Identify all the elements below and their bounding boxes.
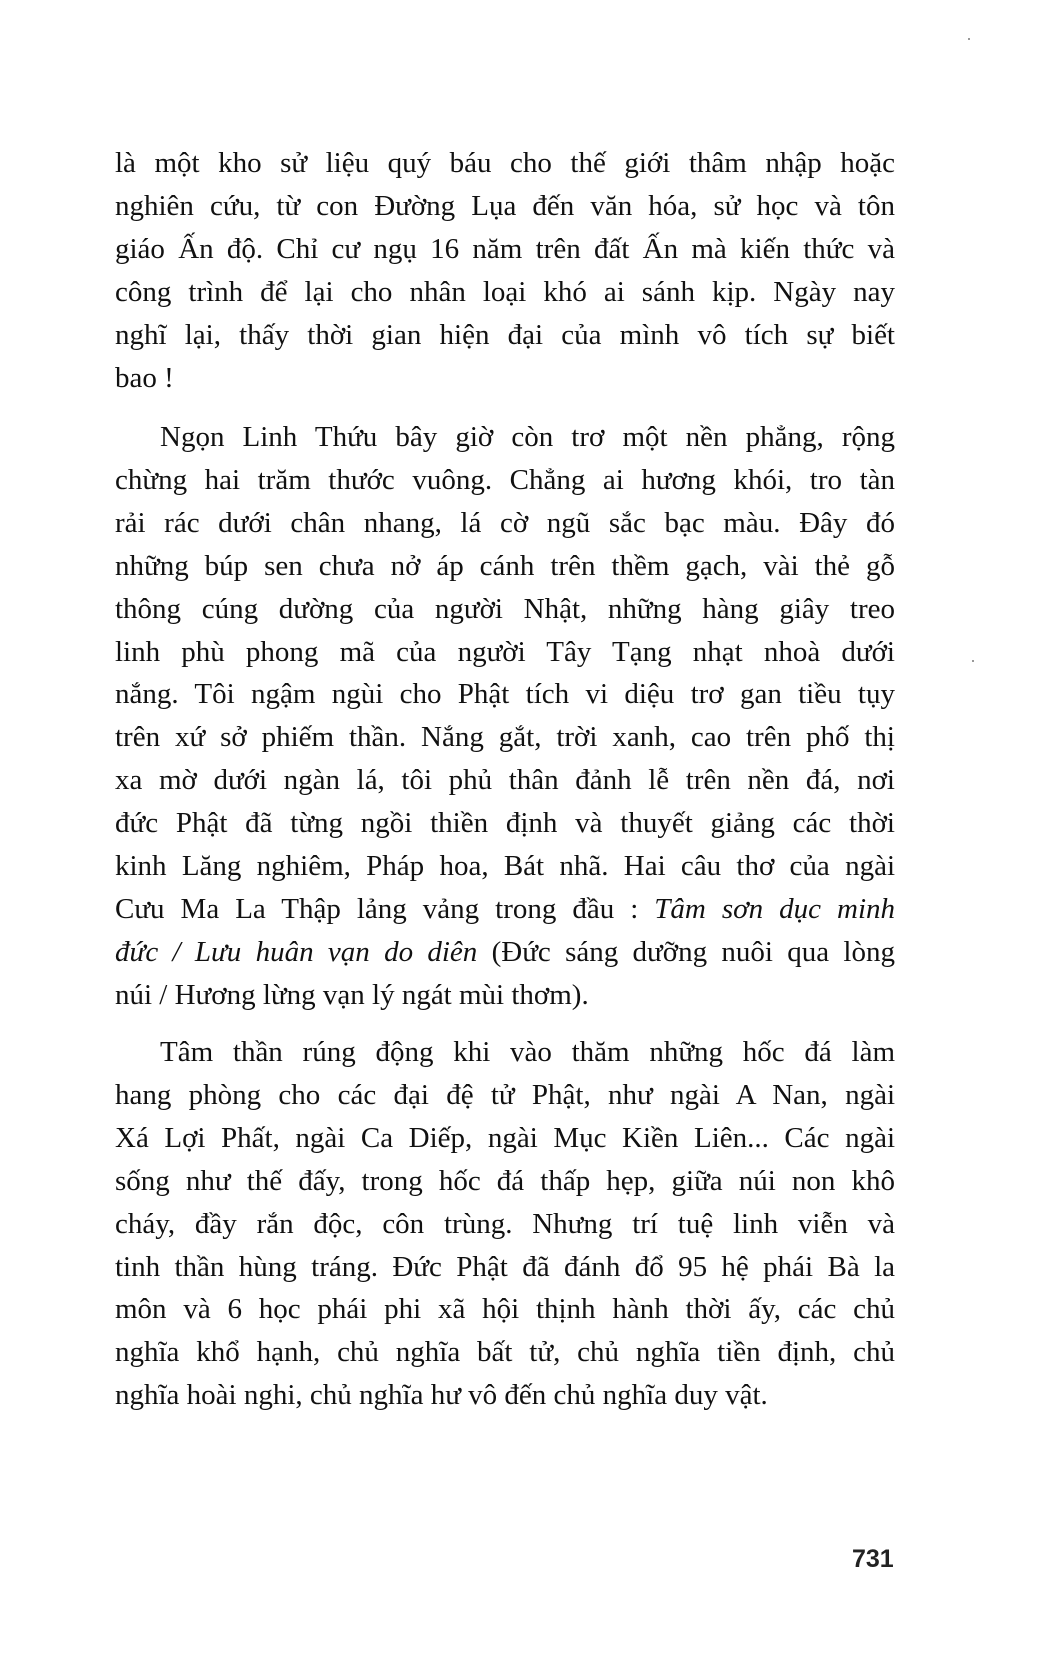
text-line bbox=[115, 145, 895, 181]
text-segment: sống như thế đấy, trong hốc đá thấp hẹp, giữa núi non khô bbox=[115, 1164, 895, 1197]
text-line bbox=[115, 719, 895, 755]
text-segment: môn và 6 học phái phi xã hội thịnh hành thời ấy, các chủ bbox=[115, 1293, 895, 1326]
scan-speck bbox=[968, 38, 970, 40]
text-line bbox=[115, 805, 895, 841]
text-segment: trên xứ sở phiếm thần. Nắng gắt, trời xanh, cao trên phố thị bbox=[115, 721, 895, 754]
text-line bbox=[115, 676, 895, 712]
text-line bbox=[115, 1334, 895, 1370]
text-line bbox=[115, 274, 895, 310]
text-line bbox=[115, 505, 895, 541]
text-line bbox=[115, 360, 895, 396]
text-line bbox=[115, 848, 895, 884]
text-line bbox=[115, 762, 895, 798]
text-segment: cháy, đầy rắn độc, côn trùng. Nhưng trí tuệ linh viễn và bbox=[115, 1207, 895, 1240]
text-segment: nắng. Tôi ngậm ngùi cho Phật tích vi diệu trơ gan tiều tụy bbox=[115, 678, 895, 711]
text-segment: nghiên cứu, từ con Đường Lụa đến văn hóa, sử học và tôn bbox=[115, 189, 895, 222]
text-segment: hang phòng cho các đại đệ tử Phật, như ngài A Nan, ngài bbox=[115, 1078, 895, 1111]
text-segment: nghĩa khổ hạnh, chủ nghĩa bất tử, chủ nghĩa tiền định, chủ bbox=[115, 1336, 895, 1369]
text-segment: tinh thần hùng tráng. Đức Phật đã đánh đổ 95 hệ phái Bà la bbox=[115, 1250, 895, 1283]
text-segment: kinh Lăng nghiêm, Pháp hoa, Bát nhã. Hai câu thơ của ngài bbox=[115, 850, 895, 882]
text-line bbox=[115, 1206, 895, 1242]
text-segment: công trình để lại cho nhân loại khó ai sánh kịp. Ngày nay bbox=[115, 275, 895, 308]
italic-verse: đức / Lưu huân vạn do diên bbox=[115, 935, 478, 968]
text-segment: thông cúng dường của người Nhật, những hàng giây treo bbox=[115, 592, 895, 625]
text-segment: nghĩa hoài nghi, chủ nghĩa hư vô đến chủ nghĩa duy vật. bbox=[115, 1379, 768, 1412]
text-line bbox=[160, 1034, 895, 1070]
text-segment: núi / Hương lừng vạn lý ngát mùi thơm). bbox=[115, 978, 589, 1011]
text-line bbox=[115, 891, 895, 927]
text-segment: giáo Ấn độ. Chỉ cư ngụ 16 năm trên đất Ấn mà kiến thức và bbox=[115, 232, 895, 265]
page-number: 731 bbox=[852, 1545, 894, 1573]
text-line bbox=[160, 419, 895, 455]
text-segment: linh phù phong mã của người Tây Tạng nhạt nhoà dưới bbox=[115, 635, 895, 668]
text-line bbox=[115, 317, 895, 353]
text-line bbox=[115, 188, 895, 224]
text-segment: chừng hai trăm thước vuông. Chẳng ai hương khói, tro tàn bbox=[115, 463, 895, 496]
text-line bbox=[115, 1077, 895, 1113]
text-line bbox=[115, 1291, 895, 1327]
text-segment: bao ! bbox=[115, 361, 174, 394]
text-segment: rải rác dưới chân nhang, lá cờ ngũ sắc bạc màu. Đây đó bbox=[115, 506, 895, 539]
italic-verse: Tâm sơn dục minh bbox=[654, 892, 895, 925]
text-line bbox=[115, 231, 895, 267]
text-line bbox=[115, 1163, 895, 1199]
text-line bbox=[115, 934, 895, 970]
scan-speck bbox=[972, 660, 974, 662]
text-segment: Ngọn Linh Thứu bây giờ còn trơ một nền phẳng, rộng bbox=[160, 421, 895, 453]
text-line bbox=[115, 1120, 895, 1156]
text-line bbox=[115, 1377, 895, 1413]
text-line bbox=[115, 1249, 895, 1285]
text-segment: đức Phật đã từng ngồi thiền định và thuyết giảng các thời bbox=[115, 807, 895, 840]
text-line bbox=[115, 977, 895, 1013]
text-segment: là một kho sử liệu quý báu cho thế giới thâm nhập hoặc bbox=[115, 147, 895, 179]
text-segment: Xá Lợi Phất, ngài Ca Diếp, ngài Mục Kiền Liên... Các ngài bbox=[115, 1121, 895, 1154]
text-segment: Tâm thần rúng động khi vào thăm những hốc đá làm bbox=[160, 1036, 895, 1068]
text-segment: Cưu Ma La Thập lảng vảng trong đầu : bbox=[115, 892, 655, 925]
text-line bbox=[115, 634, 895, 670]
text-segment: những búp sen chưa nở áp cánh trên thềm gạch, vài thẻ gỗ bbox=[115, 549, 895, 582]
text-segment: (Đức sáng dưỡng nuôi qua lòng bbox=[477, 935, 895, 968]
text-line bbox=[115, 591, 895, 627]
text-line bbox=[115, 462, 895, 498]
text-line bbox=[115, 548, 895, 584]
text-segment: xa mờ dưới ngàn lá, tôi phủ thân đảnh lễ trên nền đá, nơi bbox=[115, 764, 895, 797]
text-segment: nghĩ lại, thấy thời gian hiện đại của mình vô tích sự biết bbox=[115, 318, 895, 351]
